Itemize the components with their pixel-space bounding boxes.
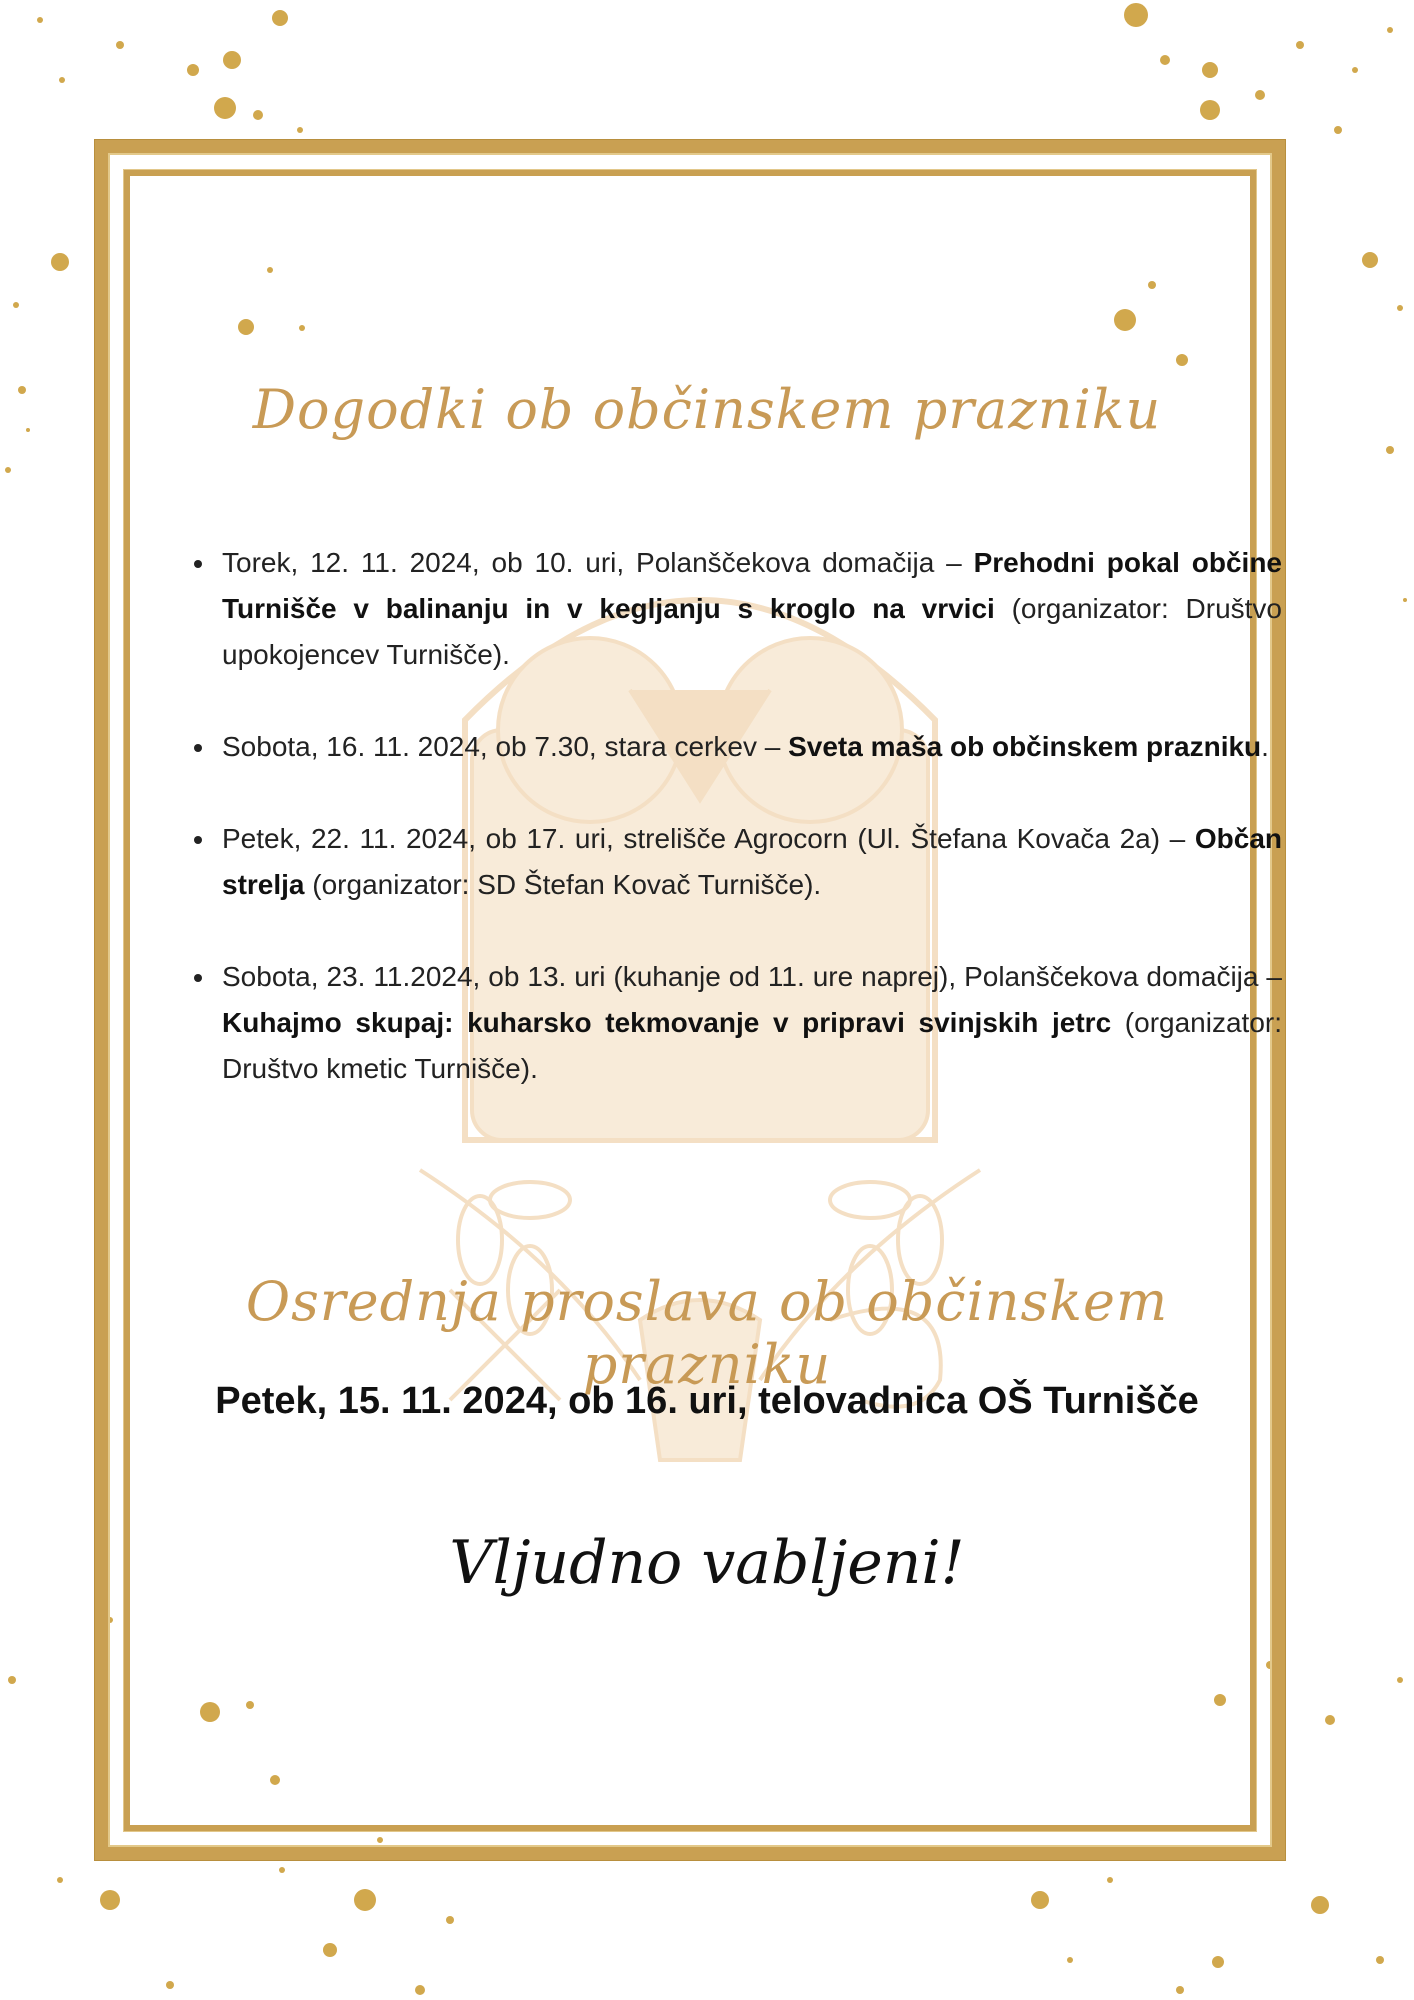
event-name: Kuhajmo skupaj: kuharsko tekmovanje v pripravi svinjskih jetrc [222,1007,1112,1038]
event-name: Sveta maša ob občinskem prazniku [788,731,1262,762]
closing-greeting: Vljudno vabljeni! [449,1528,965,1598]
event-intro: Torek, 12. 11. 2024, ob 10. uri, Polanščekova domačija – [222,547,974,578]
main-celebration-details: Petek, 15. 11. 2024, ob 16. uri, telovadnica OŠ Turnišče [215,1380,1199,1422]
events-list [190,540,1282,1138]
list-item [222,816,1282,908]
event-outro: (organizator: Društvo upokojencev Turnišče). [222,593,1283,670]
event-name: Prehodni pokal občine Turnišče v balinanju in v kegljanju s kroglo na vrvici [222,547,1282,624]
event-intro: Petek, 22. 11. 2024, ob 17. uri, strelišče Agrocorn (Ul. Štefana Kovača 2a) – [222,823,1195,854]
list-item [222,540,1282,678]
event-name: Občan strelja [222,823,1282,900]
list-item [222,954,1282,1092]
event-outro: (organizator: Društvo kmetic Turnišče). [222,1007,1282,1084]
event-intro: Sobota, 23. 11.2024, ob 13. uri (kuhanje od 11. ure naprej), Polanščekova domačija – [222,961,1282,992]
main-celebration-title: Osrednja proslava ob občinskem prazniku [245,1270,1169,1396]
event-intro: Sobota, 16. 11. 2024, ob 7.30, stara cerkev – [222,731,789,762]
events-title: Dogodki ob občinskem prazniku [252,378,1162,441]
event-outro: (organizator: SD Štefan Kovač Turnišče). [304,869,822,900]
event-outro: . [1261,731,1269,762]
list-item [222,724,1282,770]
